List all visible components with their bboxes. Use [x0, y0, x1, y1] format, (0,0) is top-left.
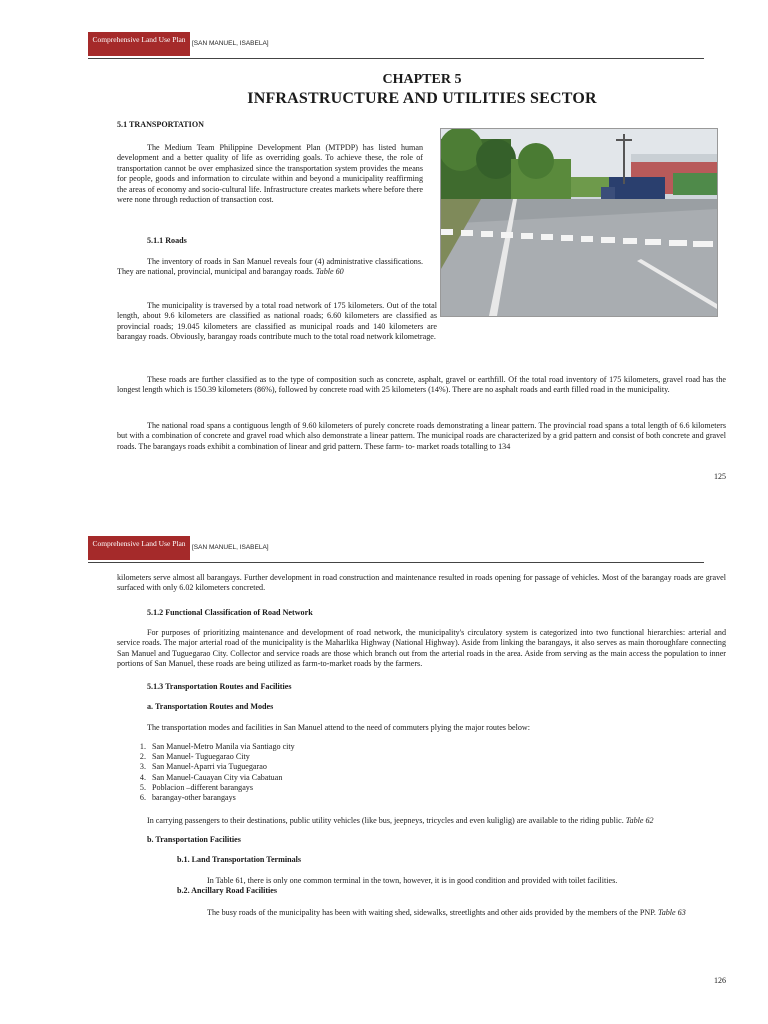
list-item: 4. San Manuel-Cauayan City via Cabatuan	[148, 773, 548, 783]
paragraph-ancillary	[177, 908, 726, 918]
table-62-reference[interactable]: Table 62	[625, 816, 654, 825]
list-item: 2. San Manuel- Tuguegarao City	[148, 752, 548, 762]
section-heading-5-1-1: 5.1.1 Roads	[147, 236, 187, 245]
paragraph-road-inventory	[117, 257, 423, 278]
list-item: 1. San Manuel-Metro Manila via Santiago city	[148, 742, 548, 752]
paragraph-public-utility	[147, 816, 726, 826]
paragraph-public-utility-text: In carrying passengers to their destinations, public utility vehicles (like bus, jeepneys, tricycles and even kuliglig) are available to the riding public.	[147, 816, 624, 825]
paragraph-mtpdp: The Medium Team Philippine Development Plan (MTPDP) has listed human development and a better quality of life as overriding goals. To achieve these, the role of transportation cannot be over emphasized since the transportation system provides the means for people, goods and information to circulate within and beyond a municipality reaffirming the areas of economy and socio-cultural life. Infrastructure creates markets where before there were none through reduction of transaction cost.	[117, 143, 423, 205]
paragraph-functional-classification: For purposes of prioritizing maintenance and development of road network, the municipality's circulatory system is categorized into two functional hierarchies: arterial and service roads. The major arterial road of the municipality is the Maharlika Highway (National Highway). Aside from linking the barangays, it also serves as main thoroughfare connecting San Manuel and Tuguegarao City. Collector and service roads are those which branch out from the arterial roads in the area. Aside from serving as the main access the population to inner portions of San Manuel, these roads are being utilized as farm-to-market roads by the farmers.	[117, 628, 726, 669]
subheading-transport-facilities: b. Transportation Facilities	[147, 835, 241, 844]
highway-image	[441, 129, 717, 316]
page-number: 125	[714, 472, 726, 481]
header-location: [SAN MANUEL, ISABELA]	[192, 544, 269, 551]
page-number: 126	[714, 976, 726, 985]
paragraph-ancillary-text: The busy roads of the municipality has been with waiting shed, sidewalks, streetlights and other aids provided by the members of the PNP.	[207, 908, 656, 917]
paragraph-continued: kilometers serve almost all barangays. Further development in road construction and maintenance resulted in roads opening for passage of vehicles. Most of the barangay roads are gravel surfaced with only 6.02 kilometers concreted.	[117, 573, 726, 593]
paragraph-commuters: The transportation modes and facilities in San Manuel attend to the need of commuters plying the major routes below:	[147, 723, 531, 732]
chapter-number: CHAPTER 5	[382, 72, 462, 87]
paragraph-road-composition: These roads are further classified as to the type of composition such as concrete, asphalt, gravel or earthfill. Of the total road inventory of 175 kilometers, gravel road has the longest length which is 150.39 kilometers (86%), followed by concrete road with 25 kilometers (14%). There are no asphalt roads and earth filled road in the municipality.	[117, 375, 726, 395]
table-60-reference[interactable]: Table 60	[315, 267, 344, 277]
paragraph-terminal: In Table 61, there is only one common terminal in the town, however, it is in good condition and provided with toilet facilities.	[207, 876, 618, 885]
road-photo	[440, 128, 718, 317]
section-heading-5-1-2: 5.1.2 Functional Classification of Road Network	[147, 608, 313, 617]
routes-list	[132, 742, 548, 803]
header-rule	[88, 562, 704, 563]
paragraph-road-patterns: The national road spans a contiguous length of 9.60 kilometers of purely concrete roads demonstrating a linear pattern. The provincial road spans a total length of 6.6 kilometers but with a combination of concrete and gravel road which also demonstrate a linear pattern. The municipal roads are characterized by a grid pattern and consist of both concrete and gravel roads. The barangays roads exhibit a combination of linear and grid pattern. These farm- to- market roads totalling to 134	[117, 421, 726, 451]
subheading-routes-modes: a. Transportation Routes and Modes	[147, 702, 274, 711]
list-item: 5. Poblacion –different barangays	[148, 783, 548, 793]
section-heading-5-1-3: 5.1.3 Transportation Routes and Facilities	[147, 682, 292, 691]
header-badge: Comprehensive Land Use Plan	[88, 32, 190, 56]
list-item: 6. barangay-other barangays	[148, 793, 548, 803]
section-heading-5-1: 5.1 TRANSPORTATION	[117, 120, 204, 129]
subheading-terminals: b.1. Land Transportation Terminals	[177, 855, 302, 864]
header-rule	[88, 58, 704, 59]
page-126	[0, 520, 768, 1024]
table-63-reference[interactable]: Table 63	[657, 908, 686, 917]
list-item: 3. San Manuel-Aparri via Tuguegarao	[148, 762, 548, 772]
paragraph-road-network: The municipality is traversed by a total road network of 175 kilometers. Out of the total length, about 9.6 kilometers are classified as national roads; 6.60 kilometers are classified as provincial roads; 19.045 kilometers are classified as municipal roads and 140 kilometers are barangay roads. Obviously, barangay roads contribute much to the total road network kilometrage.	[117, 301, 437, 342]
subheading-ancillary: b.2. Ancillary Road Facilities	[177, 886, 278, 895]
page-125	[0, 0, 768, 500]
header-badge: Comprehensive Land Use Plan	[88, 536, 190, 560]
paragraph-road-inventory-text: The inventory of roads in San Manuel reveals four (4) administrative classifications. They are national, provincial, municipal and barangay roads.	[117, 257, 423, 277]
chapter-title: INFRASTRUCTURE AND UTILITIES SECTOR	[247, 90, 597, 107]
header-location: [SAN MANUEL, ISABELA]	[192, 40, 269, 47]
